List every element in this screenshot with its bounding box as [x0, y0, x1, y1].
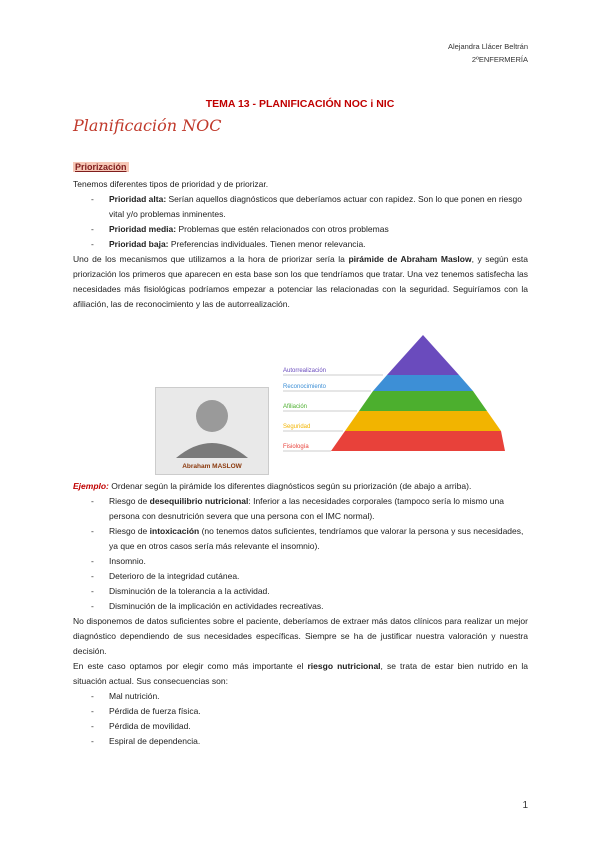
paragraph-choice: En este caso optamos por elegir como más importante el riesgo nutricional, se trata de estar bien nutrido en la situación actual. Sus consecuencias son:: [73, 661, 528, 686]
list-item: [109, 192, 528, 222]
priority-label: Prioridad alta:: [109, 194, 167, 204]
maslow-paragraph: Uno de los mecanismos que utilizamos a la hora de priorizar sería la pirámide de Abraham Maslow, y según esta priorización los primeros que aparecen en esta base son los que tendríamos que tratar. Una vez tenemos satisfecha las necesidades más fisiológicas podríamos empezar a potenciar las relacionadas con la seguridad. Seguiríamos con la afiliación, las de reconocimiento y las de autorrealización.: [73, 254, 529, 309]
pyramid-level-label: Seguridad: [283, 424, 311, 430]
pyramid-level-label: Fisiología: [283, 444, 309, 450]
maslow-photo: [155, 387, 269, 475]
header-author: Alejandra Llácer Beltrán: [447, 42, 528, 51]
paragraph-data: No disponemos de datos suficientes sobre el paciente, deberíamos de extraer más datos clínicos para realizar un mejor diagnóstico dependiendo de sus necesidades específicas. Siempre se ha de justificar nuestra valoración y nuestra decisión.: [73, 616, 528, 656]
list-item: [109, 222, 528, 237]
diagnosis-list: [73, 494, 528, 614]
example-block: [73, 479, 528, 749]
page-number: 1: [522, 800, 528, 811]
list-item: [109, 237, 528, 252]
priority-text: Preferencias individuales. Tienen menor relevancia.: [168, 239, 366, 249]
intro-text: Tenemos diferentes tipos de prioridad y de priorizar.: [73, 179, 269, 189]
maslow-figure: [155, 335, 505, 470]
priority-list: [73, 192, 528, 252]
list-item: - Disminución de la implicación en actividades recreativas.: [109, 599, 528, 614]
list-item: - Riesgo de desequilibrio nutricional: Inferior a las necesidades corporales (tampoco sería lo mismo una persona con desnutrición severa que una persona con el IMC normal).: [109, 494, 528, 524]
section-subtitle: Planificación NOC: [73, 116, 222, 135]
person-icon: [156, 388, 268, 458]
example-label: Ejemplo:: [73, 481, 109, 491]
list-item: - Espiral de dependencia.: [109, 734, 528, 749]
priority-text: Problemas que estén relacionados con otros problemas: [176, 224, 389, 234]
list-item: - Deterioro de la integridad cutánea.: [109, 569, 528, 584]
consequence-list: [73, 689, 528, 749]
priority-text: Serían aquellos diagnósticos que deberíamos actuar con rapidez. Son lo que ponen en riesgo vital y/o problemas inminentes.: [109, 194, 522, 219]
example-intro: Ejemplo: Ordenar según la pirámide los diferentes diagnósticos según su priorización (de abajo a arriba).: [73, 481, 472, 491]
list-item: - Riesgo de intoxicación (no tenemos datos suficientes, tendríamos que valorar la persona y sus necesidades, ya que en otros casos sería más relevante el insomnio).: [109, 524, 528, 554]
pyramid-level-label: Afiliación: [283, 404, 308, 410]
list-item: - Disminución de la tolerancia a la actividad.: [109, 584, 528, 599]
photo-caption: Abraham MASLOW: [182, 463, 242, 470]
list-item: - Insomnio.: [109, 554, 528, 569]
section-heading: Priorización: [75, 162, 127, 172]
intro-block: [73, 177, 528, 312]
list-item: - Mal nutrición.: [109, 689, 528, 704]
header-course: 2ºENFERMERÍA: [471, 55, 528, 64]
priority-label: Prioridad media:: [109, 224, 177, 234]
list-item: - Pérdida de movilidad.: [109, 719, 528, 734]
pyramid-level-label: Reconocimiento: [283, 384, 327, 390]
pyramid-level-label: Autorrealización: [283, 368, 327, 374]
priority-label: Prioridad baja:: [109, 239, 169, 249]
page-title: TEMA 13 - PLANIFICACIÓN NOC i NIC: [205, 98, 395, 110]
maslow-pyramid: [283, 335, 505, 470]
list-item: - Pérdida de fuerza física.: [109, 704, 528, 719]
